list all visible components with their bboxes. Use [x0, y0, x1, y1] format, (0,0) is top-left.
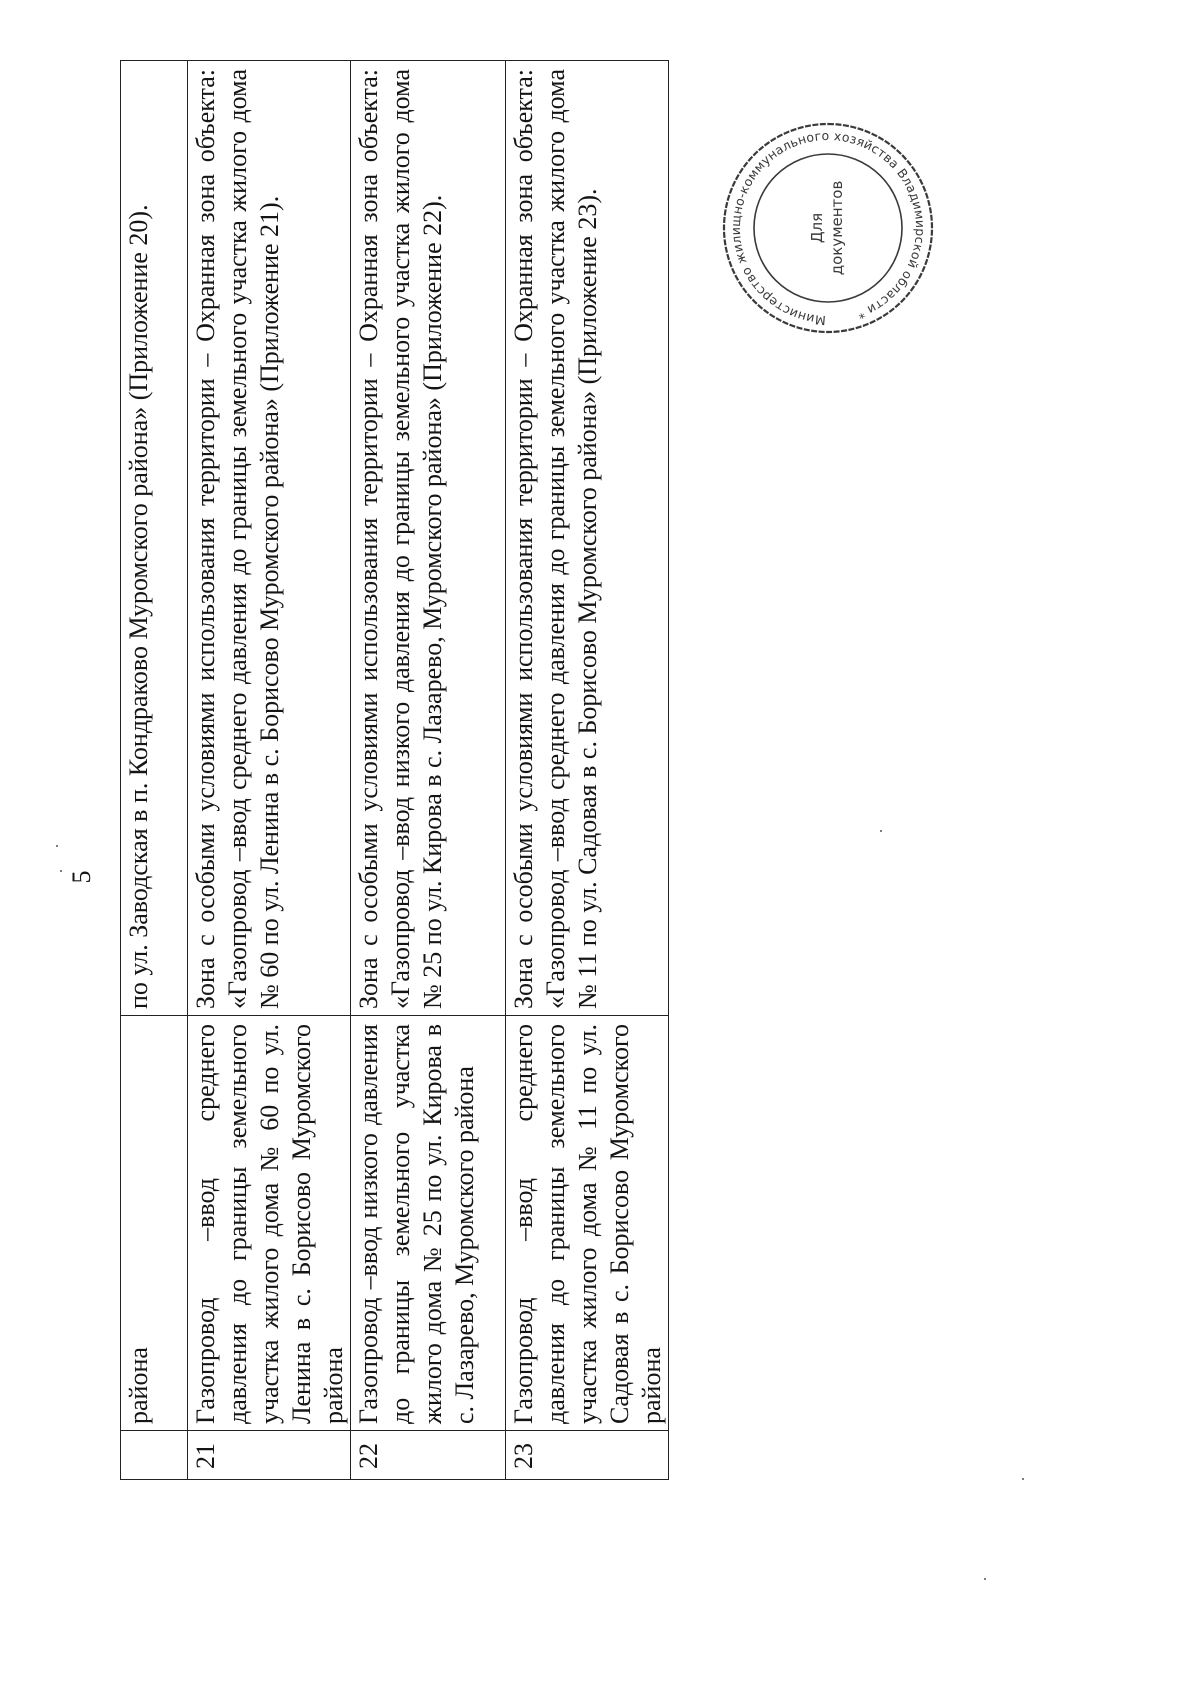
stamp-center-line1: Для: [808, 212, 826, 244]
row-number: 23: [506, 1431, 669, 1480]
official-stamp: [718, 118, 938, 338]
zone-description-cell: Зона с особыми условиями использования территории – Охранная зона объекта: «Газопровод –ввод низкого давления до границы земельного участка жилого дома № 25 по ул. Кирова в с. Лазарево, Муромского района» (Приложение 22).: [351, 61, 506, 1016]
object-name-cell: Газопровод –ввод среднего давления до границы земельного участка жилого дома № 11 по ул. Садовая в с. Борисово Муромского района: [506, 1016, 669, 1431]
page-number: 5: [67, 870, 96, 884]
zone-description-cell: Зона с особыми условиями использования территории – Охранная зона объекта: «Газопровод –ввод среднего давления до границы земельного участка жилого дома № 60 по ул. Ленина в с. Борисово Муромского района» (Приложение 21).: [188, 61, 351, 1016]
zone-description-cell: Зона с особыми условиями использования территории – Охранная зона объекта: «Газопровод –ввод среднего давления до границы земельного участка жилого дома № 11 по ул. Садовая в с. Борисово Муромского района» (Приложение 23).: [506, 61, 669, 1016]
scan-speck: [60, 870, 62, 872]
object-name-cell: Газопровод –ввод среднего давления до границы земельного участка жилого дома № 60 по ул. Ленина в с. Борисово Муромского района: [188, 1016, 351, 1431]
table-row: [506, 61, 669, 1480]
row-number: 21: [188, 1431, 351, 1480]
register-table: [120, 60, 669, 1480]
object-name-cell: района: [121, 1016, 188, 1431]
object-name-cell: Газопровод –ввод низкого давления до границы земельного участка жилого дома № 25 по ул. Кирова в с. Лазарево, Муромского района: [351, 1016, 506, 1431]
row-number: 22: [351, 1431, 506, 1480]
scan-speck: [880, 830, 882, 832]
table-row: [121, 61, 188, 1480]
stamp-center-line2: документов: [828, 180, 846, 276]
scan-speck: [1022, 1478, 1024, 1480]
row-number: [121, 1431, 188, 1480]
scan-speck: [56, 845, 58, 847]
scan-speck: [984, 1578, 986, 1580]
stamp-ring-text: Министерство жилищно-коммунального хозяйства Владимирской области *: [727, 127, 929, 329]
table-row: [188, 61, 351, 1480]
table-row: [351, 61, 506, 1480]
table-container: [120, 60, 666, 1480]
zone-description-cell: по ул. Заводская в п. Кондраково Муромского района» (Приложение 20).: [121, 61, 188, 1016]
